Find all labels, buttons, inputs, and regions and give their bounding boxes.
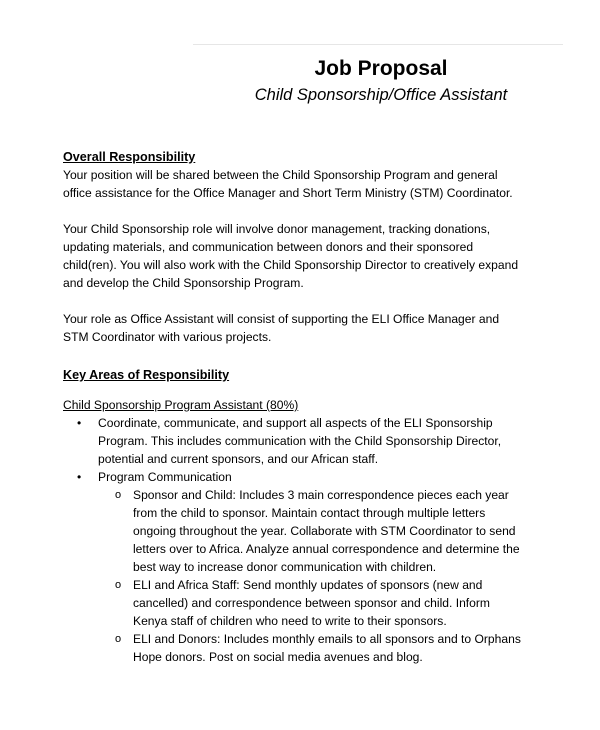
sub-list-item-text: ELI and Donors: Includes monthly emails to all sponsors and to Orphans Hope donors. Post on social media avenues and blog. bbox=[133, 632, 521, 664]
bullet-icon: • bbox=[77, 470, 82, 484]
document-title: Job Proposal bbox=[314, 57, 448, 80]
header-rule bbox=[193, 44, 563, 45]
overall-responsibility-heading: Overall Responsibility bbox=[63, 150, 196, 164]
overall-paragraph-1: Your position will be shared between the Child Sponsorship Program and general office assistance for the Office Manager and Short Term Ministry (STM) Coordinator. bbox=[63, 168, 513, 200]
sub-list-item bbox=[98, 486, 523, 576]
circle-bullet-icon: o bbox=[115, 633, 122, 645]
sub-list-item bbox=[98, 576, 523, 630]
circle-bullet-icon: o bbox=[115, 489, 122, 501]
key-areas-subheading: Child Sponsorship Program Assistant (80%) bbox=[63, 398, 299, 412]
bullet-icon: • bbox=[77, 416, 82, 430]
circle-bullet-icon: o bbox=[115, 579, 122, 591]
sub-list bbox=[98, 486, 523, 666]
list-item-text: Coordinate, communicate, and support all aspects of the ELI Sponsorship Program. This includes communication with the Child Sponsorship Director, potential and current sponsors, and our African staff. bbox=[98, 416, 502, 466]
sub-list-item bbox=[98, 630, 523, 666]
sub-list-item-text: ELI and Africa Staff: Send monthly updates of sponsors (new and cancelled) and correspondence between sponsor and child. Inform Kenya staff of children who need to write to their sponsors. bbox=[133, 578, 490, 628]
overall-paragraph-3: Your role as Office Assistant will consist of supporting the ELI Office Manager and STM Coordinator with various projects. bbox=[63, 312, 500, 344]
document-subtitle: Child Sponsorship/Office Assistant bbox=[254, 86, 508, 104]
document-body bbox=[63, 148, 523, 666]
key-areas-heading: Key Areas of Responsibility bbox=[63, 368, 230, 382]
responsibility-list bbox=[63, 414, 523, 666]
list-item-text: Program Communication bbox=[98, 470, 232, 484]
overall-paragraph-2: Your Child Sponsorship role will involve donor management, tracking donations, updating materials, and communication between donors and their sponsored child(ren). You will also work with the Child Sponsorship Director to creatively expand and develop the Child Sponsorship Program. bbox=[63, 222, 519, 290]
sub-list-item-text: Sponsor and Child: Includes 3 main correspondence pieces each year from the child to sponsor. Maintain contact through multiple letters ongoing throughout the year. Collaborate with STM Coordinator to send letters over to Africa. Analyze annual correspondence and determine the best way to increase donor communication with children. bbox=[133, 488, 520, 574]
list-item bbox=[63, 468, 523, 666]
list-item bbox=[63, 414, 523, 468]
